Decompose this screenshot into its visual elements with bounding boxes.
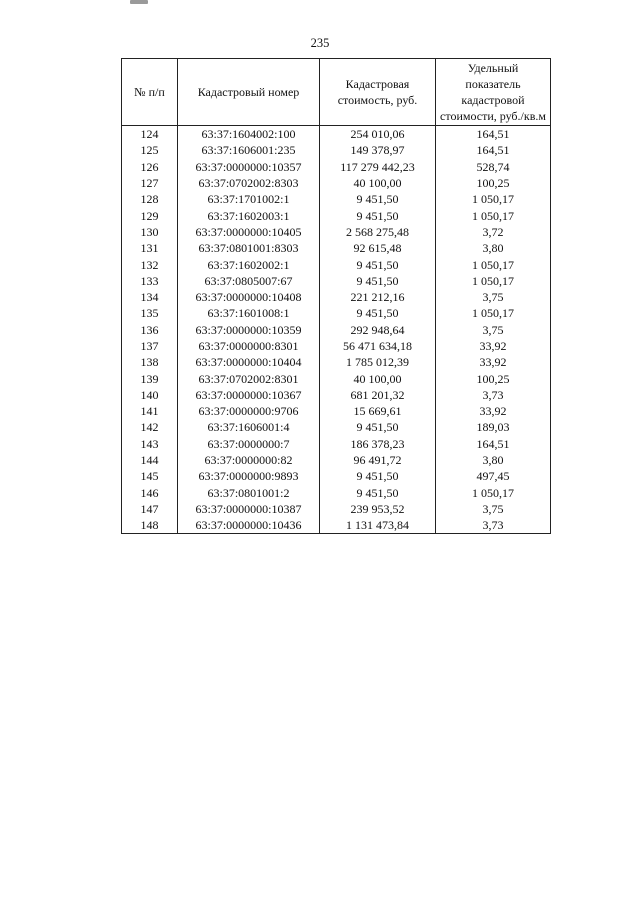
cell-specific-indicator: 1 050,17 bbox=[436, 485, 551, 501]
cell-cadastral-number: 63:37:0805007:67 bbox=[178, 273, 320, 289]
cell-cadastral-number: 63:37:0000000:10367 bbox=[178, 387, 320, 403]
cell-specific-indicator: 1 050,17 bbox=[436, 273, 551, 289]
cell-num: 148 bbox=[122, 517, 178, 534]
cell-cadastral-number: 63:37:1606001:235 bbox=[178, 142, 320, 158]
cell-cadastral-value: 2 568 275,48 bbox=[320, 224, 436, 240]
table-row bbox=[122, 517, 551, 534]
cell-num: 125 bbox=[122, 142, 178, 158]
table-row bbox=[122, 468, 551, 484]
cell-cadastral-value: 9 451,50 bbox=[320, 207, 436, 223]
cell-specific-indicator: 164,51 bbox=[436, 142, 551, 158]
table-row bbox=[122, 175, 551, 191]
cell-specific-indicator: 164,51 bbox=[436, 126, 551, 143]
cell-cadastral-value: 117 279 442,23 bbox=[320, 159, 436, 175]
scan-artifact-mark bbox=[130, 0, 148, 4]
cell-cadastral-number: 63:37:0000000:10404 bbox=[178, 354, 320, 370]
cell-specific-indicator: 100,25 bbox=[436, 370, 551, 386]
cell-num: 133 bbox=[122, 273, 178, 289]
cell-num: 131 bbox=[122, 240, 178, 256]
cell-cadastral-value: 1 785 012,39 bbox=[320, 354, 436, 370]
cell-cadastral-number: 63:37:0000000:82 bbox=[178, 452, 320, 468]
table-row bbox=[122, 207, 551, 223]
cell-specific-indicator: 164,51 bbox=[436, 436, 551, 452]
table-header-row bbox=[122, 59, 551, 126]
cell-specific-indicator: 1 050,17 bbox=[436, 305, 551, 321]
cell-cadastral-number: 63:37:0000000:9706 bbox=[178, 403, 320, 419]
cell-specific-indicator: 100,25 bbox=[436, 175, 551, 191]
cell-cadastral-number: 63:37:0000000:10436 bbox=[178, 517, 320, 534]
table-row bbox=[122, 305, 551, 321]
cell-num: 138 bbox=[122, 354, 178, 370]
table-body bbox=[122, 126, 551, 534]
cell-cadastral-value: 40 100,00 bbox=[320, 175, 436, 191]
cell-num: 144 bbox=[122, 452, 178, 468]
cell-cadastral-value: 9 451,50 bbox=[320, 256, 436, 272]
cell-cadastral-number: 63:37:0801001:2 bbox=[178, 485, 320, 501]
cell-num: 141 bbox=[122, 403, 178, 419]
cell-num: 137 bbox=[122, 338, 178, 354]
cell-cadastral-number: 63:37:0702002:8303 bbox=[178, 175, 320, 191]
table-row bbox=[122, 501, 551, 517]
table-row bbox=[122, 322, 551, 338]
cell-cadastral-number: 63:37:1604002:100 bbox=[178, 126, 320, 143]
cell-cadastral-value: 9 451,50 bbox=[320, 468, 436, 484]
cell-cadastral-value: 186 378,23 bbox=[320, 436, 436, 452]
cell-num: 128 bbox=[122, 191, 178, 207]
header-specific-indicator: Удельный показатель кадастровой стоимости, руб./кв.м bbox=[436, 59, 551, 126]
cell-specific-indicator: 33,92 bbox=[436, 338, 551, 354]
table-row bbox=[122, 126, 551, 143]
cell-num: 130 bbox=[122, 224, 178, 240]
cell-cadastral-number: 63:37:0702002:8301 bbox=[178, 370, 320, 386]
cell-cadastral-value: 15 669,61 bbox=[320, 403, 436, 419]
cell-specific-indicator: 33,92 bbox=[436, 354, 551, 370]
cell-cadastral-number: 63:37:0801001:8303 bbox=[178, 240, 320, 256]
cell-num: 146 bbox=[122, 485, 178, 501]
table-row bbox=[122, 338, 551, 354]
header-cadastral-value: Кадастровая стоимость, руб. bbox=[320, 59, 436, 126]
cell-cadastral-number: 63:37:0000000:10408 bbox=[178, 289, 320, 305]
cell-cadastral-value: 1 131 473,84 bbox=[320, 517, 436, 534]
header-cadastral-number: Кадастровый номер bbox=[178, 59, 320, 126]
table-row bbox=[122, 403, 551, 419]
cell-cadastral-value: 40 100,00 bbox=[320, 370, 436, 386]
page-number: 235 bbox=[310, 36, 330, 50]
cell-specific-indicator: 189,03 bbox=[436, 419, 551, 435]
cell-cadastral-number: 63:37:0000000:10359 bbox=[178, 322, 320, 338]
cell-num: 134 bbox=[122, 289, 178, 305]
table-row bbox=[122, 370, 551, 386]
cell-cadastral-number: 63:37:0000000:7 bbox=[178, 436, 320, 452]
cell-num: 135 bbox=[122, 305, 178, 321]
cell-num: 140 bbox=[122, 387, 178, 403]
cell-specific-indicator: 528,74 bbox=[436, 159, 551, 175]
cell-num: 143 bbox=[122, 436, 178, 452]
cell-num: 139 bbox=[122, 370, 178, 386]
cell-cadastral-value: 56 471 634,18 bbox=[320, 338, 436, 354]
cell-cadastral-value: 96 491,72 bbox=[320, 452, 436, 468]
table-row bbox=[122, 452, 551, 468]
cell-specific-indicator: 1 050,17 bbox=[436, 207, 551, 223]
cell-cadastral-number: 63:37:0000000:10357 bbox=[178, 159, 320, 175]
cell-specific-indicator: 3,75 bbox=[436, 501, 551, 517]
cell-cadastral-number: 63:37:1601008:1 bbox=[178, 305, 320, 321]
cell-cadastral-number: 63:37:0000000:10387 bbox=[178, 501, 320, 517]
cell-num: 147 bbox=[122, 501, 178, 517]
cell-specific-indicator: 33,92 bbox=[436, 403, 551, 419]
cell-cadastral-number: 63:37:1602002:1 bbox=[178, 256, 320, 272]
table-row bbox=[122, 485, 551, 501]
cell-cadastral-number: 63:37:0000000:9893 bbox=[178, 468, 320, 484]
cell-cadastral-value: 9 451,50 bbox=[320, 273, 436, 289]
cell-cadastral-value: 9 451,50 bbox=[320, 191, 436, 207]
cell-num: 127 bbox=[122, 175, 178, 191]
cell-cadastral-value: 239 953,52 bbox=[320, 501, 436, 517]
table-row bbox=[122, 354, 551, 370]
table-row bbox=[122, 224, 551, 240]
cell-cadastral-value: 292 948,64 bbox=[320, 322, 436, 338]
cell-specific-indicator: 3,72 bbox=[436, 224, 551, 240]
cell-cadastral-number: 63:37:0000000:10405 bbox=[178, 224, 320, 240]
table-row bbox=[122, 191, 551, 207]
table-row bbox=[122, 419, 551, 435]
cell-num: 124 bbox=[122, 126, 178, 143]
cadastral-value-table bbox=[121, 58, 551, 534]
table-row bbox=[122, 387, 551, 403]
cell-cadastral-number: 63:37:1701002:1 bbox=[178, 191, 320, 207]
cell-specific-indicator: 3,75 bbox=[436, 289, 551, 305]
table-row bbox=[122, 159, 551, 175]
cell-specific-indicator: 1 050,17 bbox=[436, 191, 551, 207]
cell-num: 145 bbox=[122, 468, 178, 484]
header-num: № п/п bbox=[122, 59, 178, 126]
cell-num: 126 bbox=[122, 159, 178, 175]
cell-num: 129 bbox=[122, 207, 178, 223]
cell-specific-indicator: 3,80 bbox=[436, 452, 551, 468]
cell-cadastral-number: 63:37:0000000:8301 bbox=[178, 338, 320, 354]
table-row bbox=[122, 436, 551, 452]
cell-specific-indicator: 3,73 bbox=[436, 387, 551, 403]
table-row bbox=[122, 256, 551, 272]
cell-specific-indicator: 1 050,17 bbox=[436, 256, 551, 272]
cell-cadastral-value: 221 212,16 bbox=[320, 289, 436, 305]
table-row bbox=[122, 142, 551, 158]
cell-cadastral-value: 9 451,50 bbox=[320, 305, 436, 321]
cell-specific-indicator: 497,45 bbox=[436, 468, 551, 484]
cell-cadastral-value: 681 201,32 bbox=[320, 387, 436, 403]
cell-cadastral-value: 254 010,06 bbox=[320, 126, 436, 143]
cell-num: 142 bbox=[122, 419, 178, 435]
cell-cadastral-value: 9 451,50 bbox=[320, 485, 436, 501]
cell-cadastral-number: 63:37:1602003:1 bbox=[178, 207, 320, 223]
cell-cadastral-value: 92 615,48 bbox=[320, 240, 436, 256]
cell-cadastral-value: 149 378,97 bbox=[320, 142, 436, 158]
cell-specific-indicator: 3,73 bbox=[436, 517, 551, 534]
cell-specific-indicator: 3,75 bbox=[436, 322, 551, 338]
cell-specific-indicator: 3,80 bbox=[436, 240, 551, 256]
table-row bbox=[122, 273, 551, 289]
table-row bbox=[122, 240, 551, 256]
table-row bbox=[122, 289, 551, 305]
cell-cadastral-number: 63:37:1606001:4 bbox=[178, 419, 320, 435]
cell-num: 136 bbox=[122, 322, 178, 338]
cell-cadastral-value: 9 451,50 bbox=[320, 419, 436, 435]
cell-num: 132 bbox=[122, 256, 178, 272]
